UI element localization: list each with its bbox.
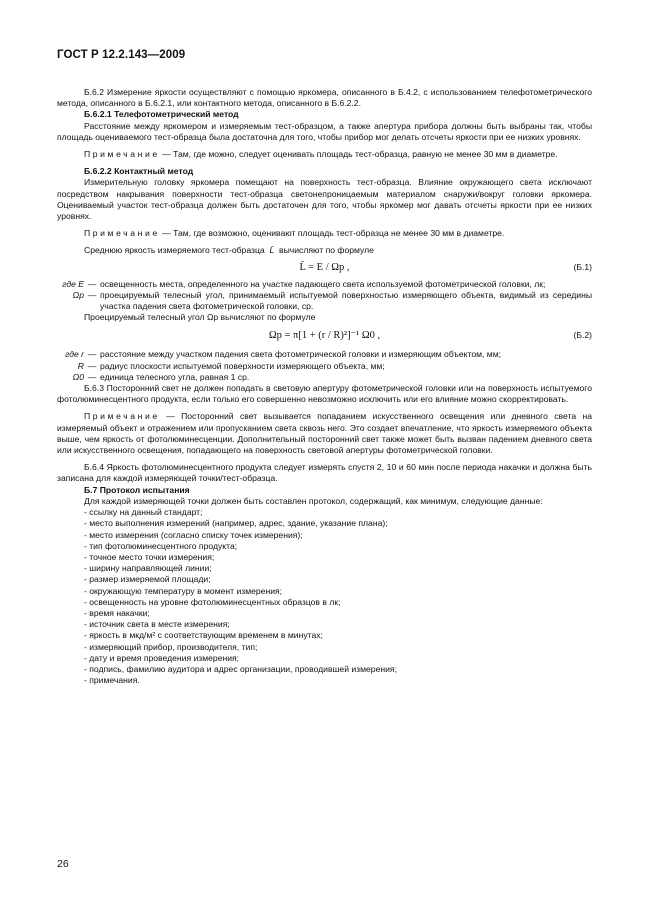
note-text: — Там, где можно, следует оценивать площадь тест-образца, равную не менее 30 мм в диаметре.	[159, 149, 558, 160]
list-item: - измеряющий прибор, производителя, тип;	[84, 641, 258, 652]
list-item: - освещенность на уровне фотолюминесцентных образцов в лк;	[84, 596, 341, 607]
definitions-b1	[57, 279, 592, 313]
section-b64: Б.6.4 Яркость фотолюминесцентного продукта следует измерять спустя 2, 10 и 60 мин после периода накачки и должна быть записана для каждой измеряющей точки/тест-образца.	[57, 462, 592, 484]
list-item: - подпись, фамилию аудитора и адрес организации, проводившей измерения;	[84, 663, 397, 674]
definition-item: где E — освещенность места, определенного на участке падающего света используемой фотометрической головки, лк;	[62, 278, 546, 289]
formula-expression: L̄ = E / Ωp ,	[299, 261, 350, 273]
definition-item: Ω0 — единица телесного угла, равная 1 ср.	[72, 371, 250, 382]
heading-b622: Б.6.2.2 Контактный метод	[84, 166, 194, 177]
note-label: Примечание	[84, 149, 160, 160]
definition-item: Ωp — проецируемый телесный угол, принимаемый испытуемой поверхностью измеряющего объекта, видимый из середины участка падения света фотометрической головки, ср.	[72, 289, 592, 312]
formula-b1	[57, 257, 592, 279]
list-item: - ширину направляющей линии;	[84, 563, 212, 574]
heading-b7: Б.7 Протокол испытания	[84, 484, 190, 495]
formula-expression: Ωp = π[1 + (r / R)²]⁻¹ Ω0 ,	[268, 330, 381, 342]
formula-number: (Б.1)	[573, 261, 592, 272]
section-b62: Б.6.2 Измерение яркости осуществляют с помощью яркомера, описанного в Б.4.2, с использованием телефотометрического метода, описанного в Б.6.2.1, или контактного метода, описанного в Б.6.2.2.	[57, 87, 592, 109]
b63-note	[57, 411, 592, 456]
definitions-b2	[57, 349, 592, 383]
note-text: — Там, где возможно, оценивают площадь тест-образца не менее 30 мм в диаметре.	[159, 228, 505, 239]
b622-note	[57, 228, 592, 239]
list-item: - примечания.	[84, 675, 140, 686]
document-header: ГОСТ Р 12.2.143—2009	[57, 49, 186, 61]
protocol-list	[57, 507, 592, 686]
list-item: - тип фотолюминесцентного продукта;	[84, 540, 238, 551]
list-item: - место измерения (согласно списку точек измерения);	[84, 529, 303, 540]
formula-number: (Б.2)	[573, 330, 592, 341]
avg-symbol: L̄	[269, 245, 275, 256]
list-item: - окружающую температуру в момент измерения;	[84, 585, 283, 596]
formula-b2	[57, 323, 592, 349]
b622-text: Измерительную головку яркомера помещают на поверхность тест-образца. Влияние окружающего света исключают посредством накрывания поверхности тест-образца светонепроницаемым материалом снаружи/вокруг головки яркомера. Оцениваемый участок тест-образца должен быть достаточен для того, чтобы яркомер мог давать отсчеты яркости при ее низких уровнях.	[57, 177, 592, 222]
list-item: - источник света в месте измерения;	[84, 619, 230, 630]
document-body	[57, 87, 592, 686]
section-b63: Б.6.3 Посторонний свет не должен попадать в световую апертуру фотометрической головки или на поверхность испытуемого фотолюминесцентного продукта, если только его совершенно невозможно исключить или его влияние можно скорректировать.	[57, 383, 592, 405]
list-item: - место выполнения измерений (например, адрес, здание, указание плана);	[84, 518, 388, 529]
proj-angle-text: Проецируемый телесный угол Ωp вычисляют по формуле	[84, 312, 316, 323]
list-item: - размер измеряемой площади;	[84, 574, 211, 585]
b621-text: Расстояние между яркомером и измеряемым тест-образцом, а также апертура прибора должны быть выбраны так, чтобы площадь оцениваемого тест-образца была достаточна для того, чтобы прибор мог делать отсчеты яркости при ее низких уровнях.	[57, 120, 592, 142]
heading-b621: Б.6.2.1 Телефотометрический метод	[84, 109, 239, 120]
definition-item: где r — расстояние между участком падения света фотометрической головки и измеряющим объектом, мм;	[65, 349, 501, 360]
list-item: - точное место точки измерения;	[84, 551, 215, 562]
b7-intro: Для каждой измеряющей точки должен быть составлен протокол, содержащий, как минимум, следующие данные:	[84, 495, 543, 506]
avg-luminance-text: Среднюю яркость измеряемого тест-образца L̄ вычисляют по формуле	[84, 245, 374, 256]
note-label: Примечание	[84, 228, 160, 239]
definition-item: R — радиус плоскости испытуемой поверхности измеряющего объекта, мм;	[77, 360, 385, 371]
list-item: - время накачки;	[84, 607, 150, 618]
page-number: 26	[57, 858, 69, 870]
b621-note	[57, 149, 592, 160]
list-item: - яркость в мкд/м² с соответствующим временем в минутах;	[84, 630, 323, 641]
note-text: — Посторонний свет вызывается попаданием искусственного освещения или дневного света на измеряемый объект и отражением или пропусканием света сквозь него. Это создает впечатление, что яркость измеряемого объекта выше, чем яркость от фотолюминесценции. Дополнительный посторонний свет также может быть вызван падением дневного света или искусственного освещения, попадающего на поверхность световой апертуры фотометрической головки.	[57, 411, 592, 456]
note-label: Примечание	[84, 411, 160, 422]
list-item: - дату и время проведения измерения;	[84, 652, 240, 663]
list-item: - ссылку на данный стандарт;	[84, 507, 203, 518]
